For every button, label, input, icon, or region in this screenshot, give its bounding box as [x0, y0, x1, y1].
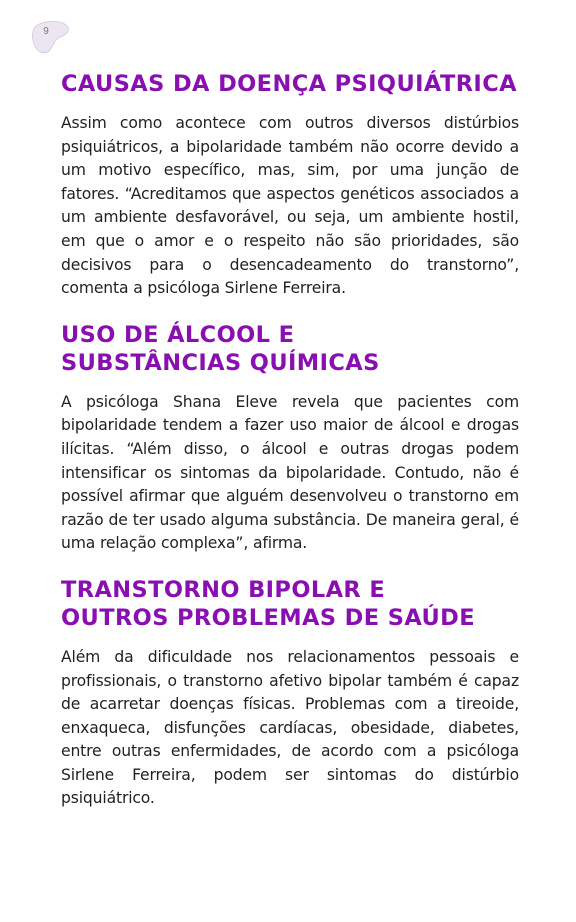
section-heading: [61, 321, 519, 377]
page-number: 9: [43, 26, 49, 37]
section-causes: [61, 70, 519, 301]
article-content: [61, 70, 519, 811]
section-alcohol: [61, 321, 519, 556]
heading-line: USO DE ÁLCOOL E: [61, 321, 295, 348]
section-health-problems: [61, 576, 519, 811]
section-body: Assim como acontece com outros diversos distúrbios psiquiátricos, a bipolaridade também não ocorre devido a um motivo específico, mas, sim, por uma junção de fatores. “Acreditamos que aspectos genéticos associados a um ambiente desfavorável, ou seja, um ambiente hostil, em que o amor e o respeito não são prioridades, são decisivos para o desencadeamento do transtorno”, comenta a psicóloga Sirlene Ferreira.: [61, 114, 519, 298]
heading-line: SUBSTÂNCIAS QUÍMICAS: [61, 349, 380, 376]
section-body: Além da dificuldade nos relacionamentos pessoais e profissionais, o transtorno afetivo bipolar também é capaz de acarretar doenças físicas. Problemas com a tireoide, enxaqueca, disfunções cardíacas, obesidade, diabetes, entre outras enfermidades, de acordo com a psicóloga Sirlene Ferreira, podem ser sintomas do distúrbio psiquiátrico.: [61, 647, 519, 808]
section-body: A psicóloga Shana Eleve revela que pacientes com bipolaridade tendem a fazer uso maior de álcool e drogas ilícitas. “Além disso, o álcool e outras drogas podem intensificar os sintomas da bipolaridade. Contudo, não é possível afirmar que alguém desenvolveu o transtorno em razão de ter usado alguma substância. De maneira geral, é uma relação complexa”, afirma.: [61, 392, 519, 553]
section-heading: [61, 70, 519, 98]
heading-line: OUTROS PROBLEMAS DE SAÚDE: [61, 604, 476, 631]
section-heading: [61, 576, 519, 632]
heading-line: TRANSTORNO BIPOLAR E: [61, 576, 386, 603]
heading-line: CAUSAS DA DOENÇA PSIQUIÁTRICA: [61, 71, 517, 97]
